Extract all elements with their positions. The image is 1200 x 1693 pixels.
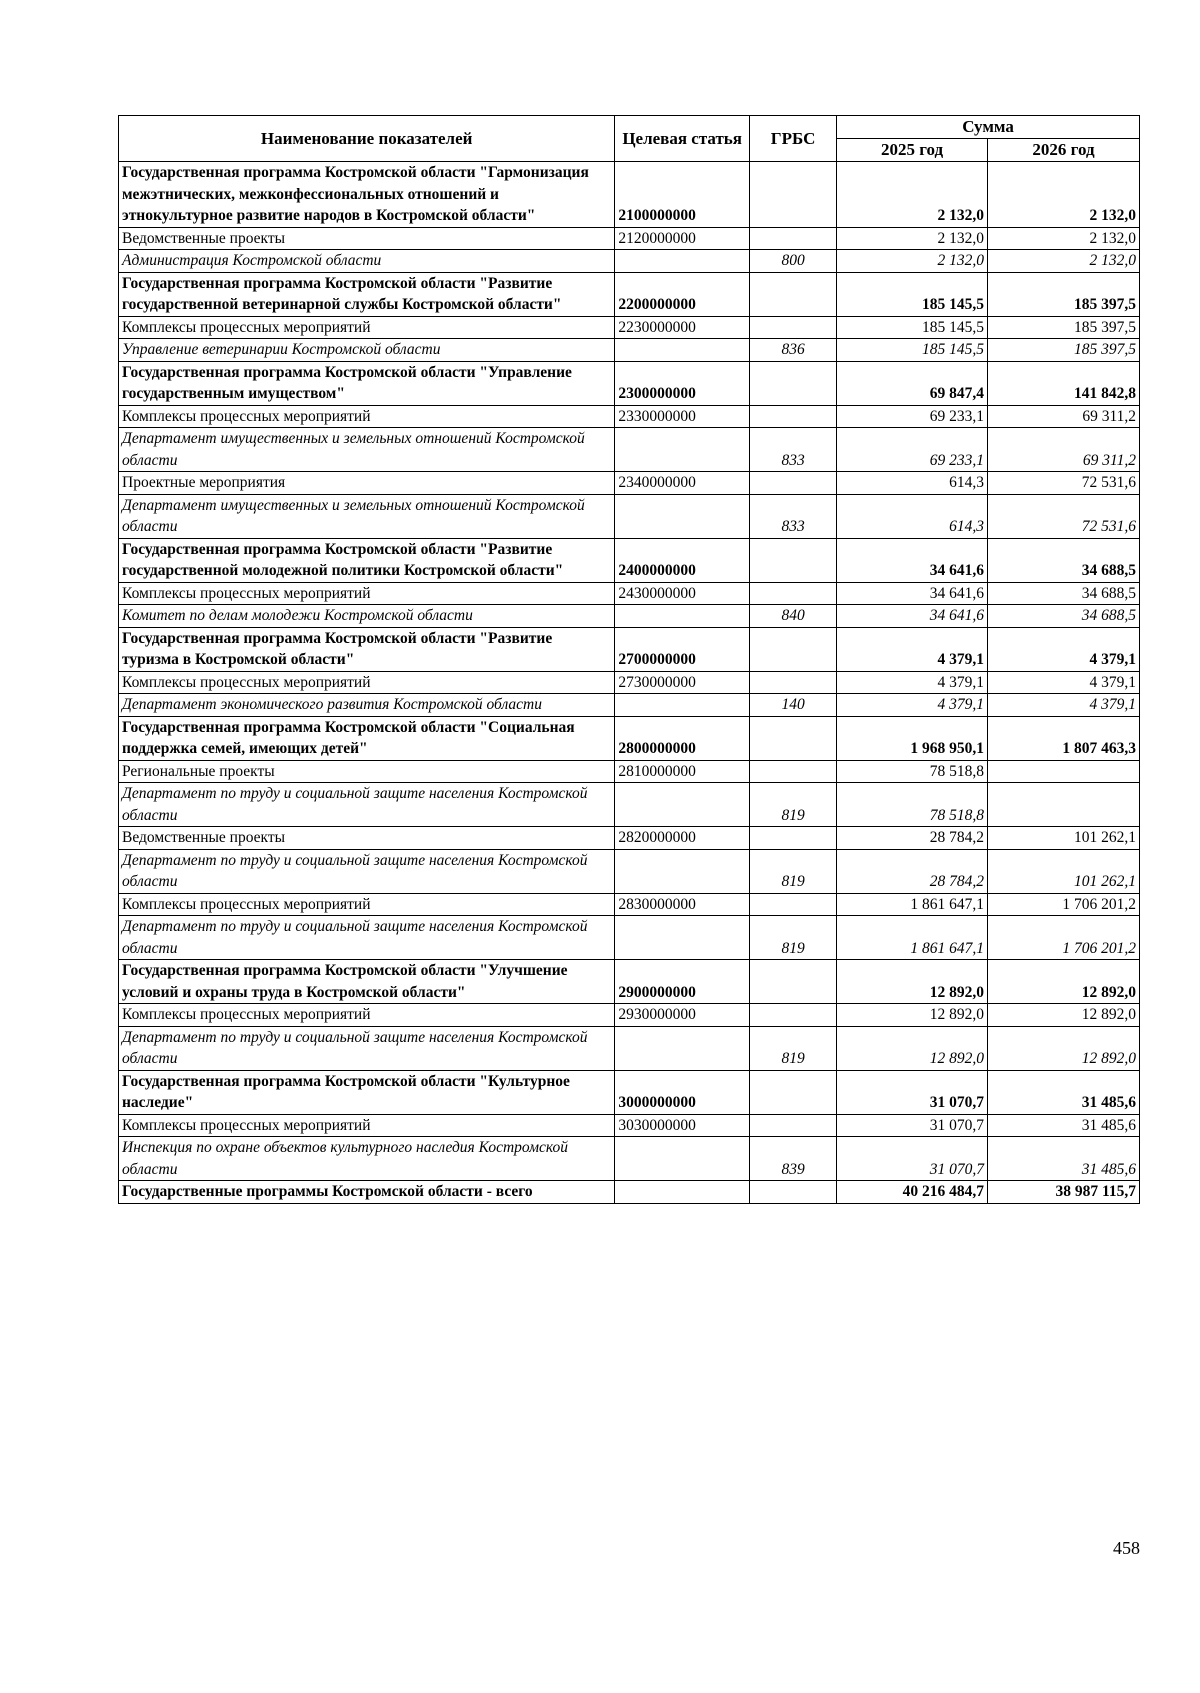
table-row [119, 339, 1140, 362]
table-row [119, 162, 1140, 228]
cell-target-article [615, 849, 750, 893]
table-row [119, 1026, 1140, 1070]
table-row [119, 227, 1140, 250]
cell-grbs [750, 405, 837, 428]
table-row [119, 472, 1140, 495]
cell-name: Комплексы процессных мероприятий [119, 1114, 615, 1137]
cell-name: Ведомственные проекты [119, 827, 615, 850]
table-row [119, 827, 1140, 850]
cell-grbs [750, 1070, 837, 1114]
cell-name: Инспекция по охране объектов культурного наследия Костромской области [119, 1137, 615, 1181]
cell-name: Проектные мероприятия [119, 472, 615, 495]
cell-sum-2025: 31 070,7 [837, 1070, 988, 1114]
cell-name: Государственная программа Костромской области "Управление государственным имуществом" [119, 361, 615, 405]
cell-target-article: 2820000000 [615, 827, 750, 850]
table-row [119, 272, 1140, 316]
cell-name: Комплексы процессных мероприятий [119, 316, 615, 339]
cell-target-article [615, 916, 750, 960]
cell-sum-2026 [988, 783, 1140, 827]
cell-target-article: 2700000000 [615, 627, 750, 671]
cell-name: Государственная программа Костромской области "Улучшение условий и охраны труда в Костромской области" [119, 960, 615, 1004]
cell-sum-2026: 69 311,2 [988, 405, 1140, 428]
cell-sum-2026: 1 706 201,2 [988, 916, 1140, 960]
cell-sum-2026: 101 262,1 [988, 849, 1140, 893]
table-row [119, 1004, 1140, 1027]
table-row [119, 361, 1140, 405]
cell-grbs [750, 538, 837, 582]
cell-target-article: 2830000000 [615, 893, 750, 916]
cell-grbs: 839 [750, 1137, 837, 1181]
cell-target-article: 2120000000 [615, 227, 750, 250]
table-row [119, 605, 1140, 628]
cell-sum-2026: 141 842,8 [988, 361, 1140, 405]
table-row [119, 316, 1140, 339]
cell-sum-2025: 614,3 [837, 494, 988, 538]
cell-sum-2025: 2 132,0 [837, 227, 988, 250]
cell-sum-2025: 1 968 950,1 [837, 716, 988, 760]
cell-grbs: 833 [750, 494, 837, 538]
cell-grbs: 840 [750, 605, 837, 628]
table-row [119, 494, 1140, 538]
cell-target-article: 2810000000 [615, 760, 750, 783]
cell-grbs [750, 760, 837, 783]
cell-grbs [750, 671, 837, 694]
cell-name: Департамент по труду и социальной защите населения Костромской области [119, 849, 615, 893]
cell-grbs [750, 162, 837, 228]
header-name: Наименование показателей [119, 116, 615, 162]
cell-grbs [750, 472, 837, 495]
cell-target-article [615, 694, 750, 717]
cell-sum-2025: 4 379,1 [837, 671, 988, 694]
cell-sum-2025: 1 861 647,1 [837, 916, 988, 960]
cell-grbs: 819 [750, 1026, 837, 1070]
cell-target-article [615, 339, 750, 362]
cell-sum-2026: 1 706 201,2 [988, 893, 1140, 916]
table-row [119, 1070, 1140, 1114]
cell-name: Комитет по делам молодежи Костромской области [119, 605, 615, 628]
table-row [119, 783, 1140, 827]
cell-name: Департамент имущественных и земельных отношений Костромской области [119, 428, 615, 472]
cell-name: Государственная программа Костромской области "Социальная поддержка семей, имеющих детей" [119, 716, 615, 760]
cell-name: Департамент по труду и социальной защите населения Костромской области [119, 1026, 615, 1070]
cell-sum-2026: 4 379,1 [988, 671, 1140, 694]
header-year-2026: 2026 год [988, 139, 1140, 162]
cell-grbs [750, 361, 837, 405]
cell-sum-2025: 31 070,7 [837, 1137, 988, 1181]
header-code: Целевая статья [615, 116, 750, 162]
cell-target-article: 2400000000 [615, 538, 750, 582]
cell-target-article [615, 250, 750, 273]
cell-sum-2025: 12 892,0 [837, 1004, 988, 1027]
cell-grbs [750, 893, 837, 916]
cell-name: Администрация Костромской области [119, 250, 615, 273]
page-number: 458 [1113, 1538, 1140, 1558]
table-row [119, 1114, 1140, 1137]
cell-name: Государственная программа Костромской области "Развитие туризма в Костромской области" [119, 627, 615, 671]
table-row [119, 627, 1140, 671]
table-row [119, 1181, 1140, 1204]
cell-sum-2026: 185 397,5 [988, 339, 1140, 362]
table-row [119, 916, 1140, 960]
cell-sum-2025: 34 641,6 [837, 538, 988, 582]
cell-sum-2026: 34 688,5 [988, 582, 1140, 605]
cell-name: Ведомственные проекты [119, 227, 615, 250]
cell-name: Государственные программы Костромской области - всего [119, 1181, 615, 1204]
cell-grbs [750, 1114, 837, 1137]
cell-name: Комплексы процессных мероприятий [119, 893, 615, 916]
cell-sum-2025: 185 145,5 [837, 272, 988, 316]
cell-target-article [615, 605, 750, 628]
cell-target-article [615, 1137, 750, 1181]
cell-grbs: 819 [750, 783, 837, 827]
cell-name: Департамент экономического развития Костромской области [119, 694, 615, 717]
table-body [119, 162, 1140, 1204]
cell-target-article: 3030000000 [615, 1114, 750, 1137]
table-row [119, 760, 1140, 783]
cell-name: Государственная программа Костромской области "Культурное наследие" [119, 1070, 615, 1114]
cell-sum-2025: 28 784,2 [837, 849, 988, 893]
cell-sum-2026: 2 132,0 [988, 250, 1140, 273]
cell-sum-2025: 31 070,7 [837, 1114, 988, 1137]
cell-name: Государственная программа Костромской области "Развитие государственной ветеринарной службы Костромской области" [119, 272, 615, 316]
cell-grbs: 800 [750, 250, 837, 273]
cell-grbs: 819 [750, 849, 837, 893]
cell-sum-2025: 69 847,4 [837, 361, 988, 405]
cell-grbs [750, 1004, 837, 1027]
cell-sum-2026: 31 485,6 [988, 1070, 1140, 1114]
cell-sum-2025: 34 641,6 [837, 605, 988, 628]
table-row [119, 538, 1140, 582]
cell-target-article: 2900000000 [615, 960, 750, 1004]
cell-sum-2026: 2 132,0 [988, 227, 1140, 250]
table-row [119, 405, 1140, 428]
cell-target-article: 2800000000 [615, 716, 750, 760]
cell-target-article: 3000000000 [615, 1070, 750, 1114]
cell-sum-2026: 31 485,6 [988, 1137, 1140, 1181]
cell-sum-2026: 2 132,0 [988, 162, 1140, 228]
cell-name: Департамент по труду и социальной защите населения Костромской области [119, 783, 615, 827]
cell-target-article [615, 494, 750, 538]
cell-sum-2026: 185 397,5 [988, 272, 1140, 316]
cell-sum-2026: 12 892,0 [988, 1026, 1140, 1070]
cell-name: Управление ветеринарии Костромской области [119, 339, 615, 362]
cell-sum-2025: 12 892,0 [837, 1026, 988, 1070]
table-row [119, 849, 1140, 893]
cell-sum-2026: 12 892,0 [988, 960, 1140, 1004]
cell-sum-2026: 38 987 115,7 [988, 1181, 1140, 1204]
cell-name: Государственная программа Костромской области "Гармонизация межэтнических, межконфессиональных отношений и этнокультурное развитие народов в Костромской области" [119, 162, 615, 228]
cell-target-article: 2300000000 [615, 361, 750, 405]
cell-sum-2025: 185 145,5 [837, 339, 988, 362]
cell-sum-2025: 2 132,0 [837, 250, 988, 273]
cell-name: Департамент по труду и социальной защите населения Костромской области [119, 916, 615, 960]
cell-grbs [750, 716, 837, 760]
cell-sum-2025: 34 641,6 [837, 582, 988, 605]
cell-sum-2026: 34 688,5 [988, 538, 1140, 582]
table-row [119, 716, 1140, 760]
cell-sum-2025: 28 784,2 [837, 827, 988, 850]
cell-sum-2025: 12 892,0 [837, 960, 988, 1004]
cell-grbs [750, 827, 837, 850]
cell-name: Комплексы процессных мероприятий [119, 405, 615, 428]
cell-sum-2025: 69 233,1 [837, 405, 988, 428]
table-header-row [119, 116, 1140, 139]
cell-name: Комплексы процессных мероприятий [119, 671, 615, 694]
table-row [119, 671, 1140, 694]
cell-sum-2026: 12 892,0 [988, 1004, 1140, 1027]
cell-sum-2026: 31 485,6 [988, 1114, 1140, 1137]
budget-table [118, 115, 1140, 1204]
cell-sum-2025: 69 233,1 [837, 428, 988, 472]
cell-grbs [750, 1181, 837, 1204]
cell-sum-2026: 185 397,5 [988, 316, 1140, 339]
cell-target-article: 2100000000 [615, 162, 750, 228]
table-row [119, 582, 1140, 605]
cell-sum-2025: 78 518,8 [837, 760, 988, 783]
cell-target-article [615, 428, 750, 472]
cell-target-article: 2200000000 [615, 272, 750, 316]
cell-grbs: 833 [750, 428, 837, 472]
cell-sum-2026 [988, 760, 1140, 783]
cell-sum-2025: 78 518,8 [837, 783, 988, 827]
cell-target-article: 2430000000 [615, 582, 750, 605]
table-row [119, 694, 1140, 717]
table-row [119, 893, 1140, 916]
cell-grbs: 836 [750, 339, 837, 362]
cell-target-article: 2230000000 [615, 316, 750, 339]
cell-name: Региональные проекты [119, 760, 615, 783]
cell-target-article: 2930000000 [615, 1004, 750, 1027]
cell-target-article [615, 1181, 750, 1204]
header-grbs: ГРБС [750, 116, 837, 162]
cell-sum-2025: 614,3 [837, 472, 988, 495]
cell-sum-2026: 4 379,1 [988, 694, 1140, 717]
cell-grbs [750, 582, 837, 605]
cell-grbs [750, 316, 837, 339]
table-row [119, 960, 1140, 1004]
cell-target-article: 2730000000 [615, 671, 750, 694]
cell-grbs: 140 [750, 694, 837, 717]
cell-sum-2026: 101 262,1 [988, 827, 1140, 850]
cell-sum-2026: 72 531,6 [988, 494, 1140, 538]
cell-sum-2026: 4 379,1 [988, 627, 1140, 671]
header-year-2025: 2025 год [837, 139, 988, 162]
cell-target-article: 2340000000 [615, 472, 750, 495]
cell-grbs [750, 227, 837, 250]
cell-target-article: 2330000000 [615, 405, 750, 428]
header-sum: Сумма [837, 116, 1140, 139]
cell-name: Комплексы процессных мероприятий [119, 1004, 615, 1027]
cell-grbs [750, 960, 837, 1004]
cell-sum-2026: 34 688,5 [988, 605, 1140, 628]
cell-name: Комплексы процессных мероприятий [119, 582, 615, 605]
cell-sum-2026: 72 531,6 [988, 472, 1140, 495]
cell-grbs [750, 272, 837, 316]
cell-sum-2025: 1 861 647,1 [837, 893, 988, 916]
cell-sum-2026: 1 807 463,3 [988, 716, 1140, 760]
cell-name: Государственная программа Костромской области "Развитие государственной молодежной политики Костромской области" [119, 538, 615, 582]
cell-sum-2025: 40 216 484,7 [837, 1181, 988, 1204]
cell-sum-2026: 69 311,2 [988, 428, 1140, 472]
cell-grbs [750, 627, 837, 671]
cell-name: Департамент имущественных и земельных отношений Костромской области [119, 494, 615, 538]
cell-sum-2025: 4 379,1 [837, 627, 988, 671]
cell-target-article [615, 783, 750, 827]
table-row [119, 250, 1140, 273]
cell-target-article [615, 1026, 750, 1070]
cell-grbs: 819 [750, 916, 837, 960]
cell-sum-2025: 185 145,5 [837, 316, 988, 339]
table-row [119, 428, 1140, 472]
table-row [119, 1137, 1140, 1181]
cell-sum-2025: 4 379,1 [837, 694, 988, 717]
cell-sum-2025: 2 132,0 [837, 162, 988, 228]
